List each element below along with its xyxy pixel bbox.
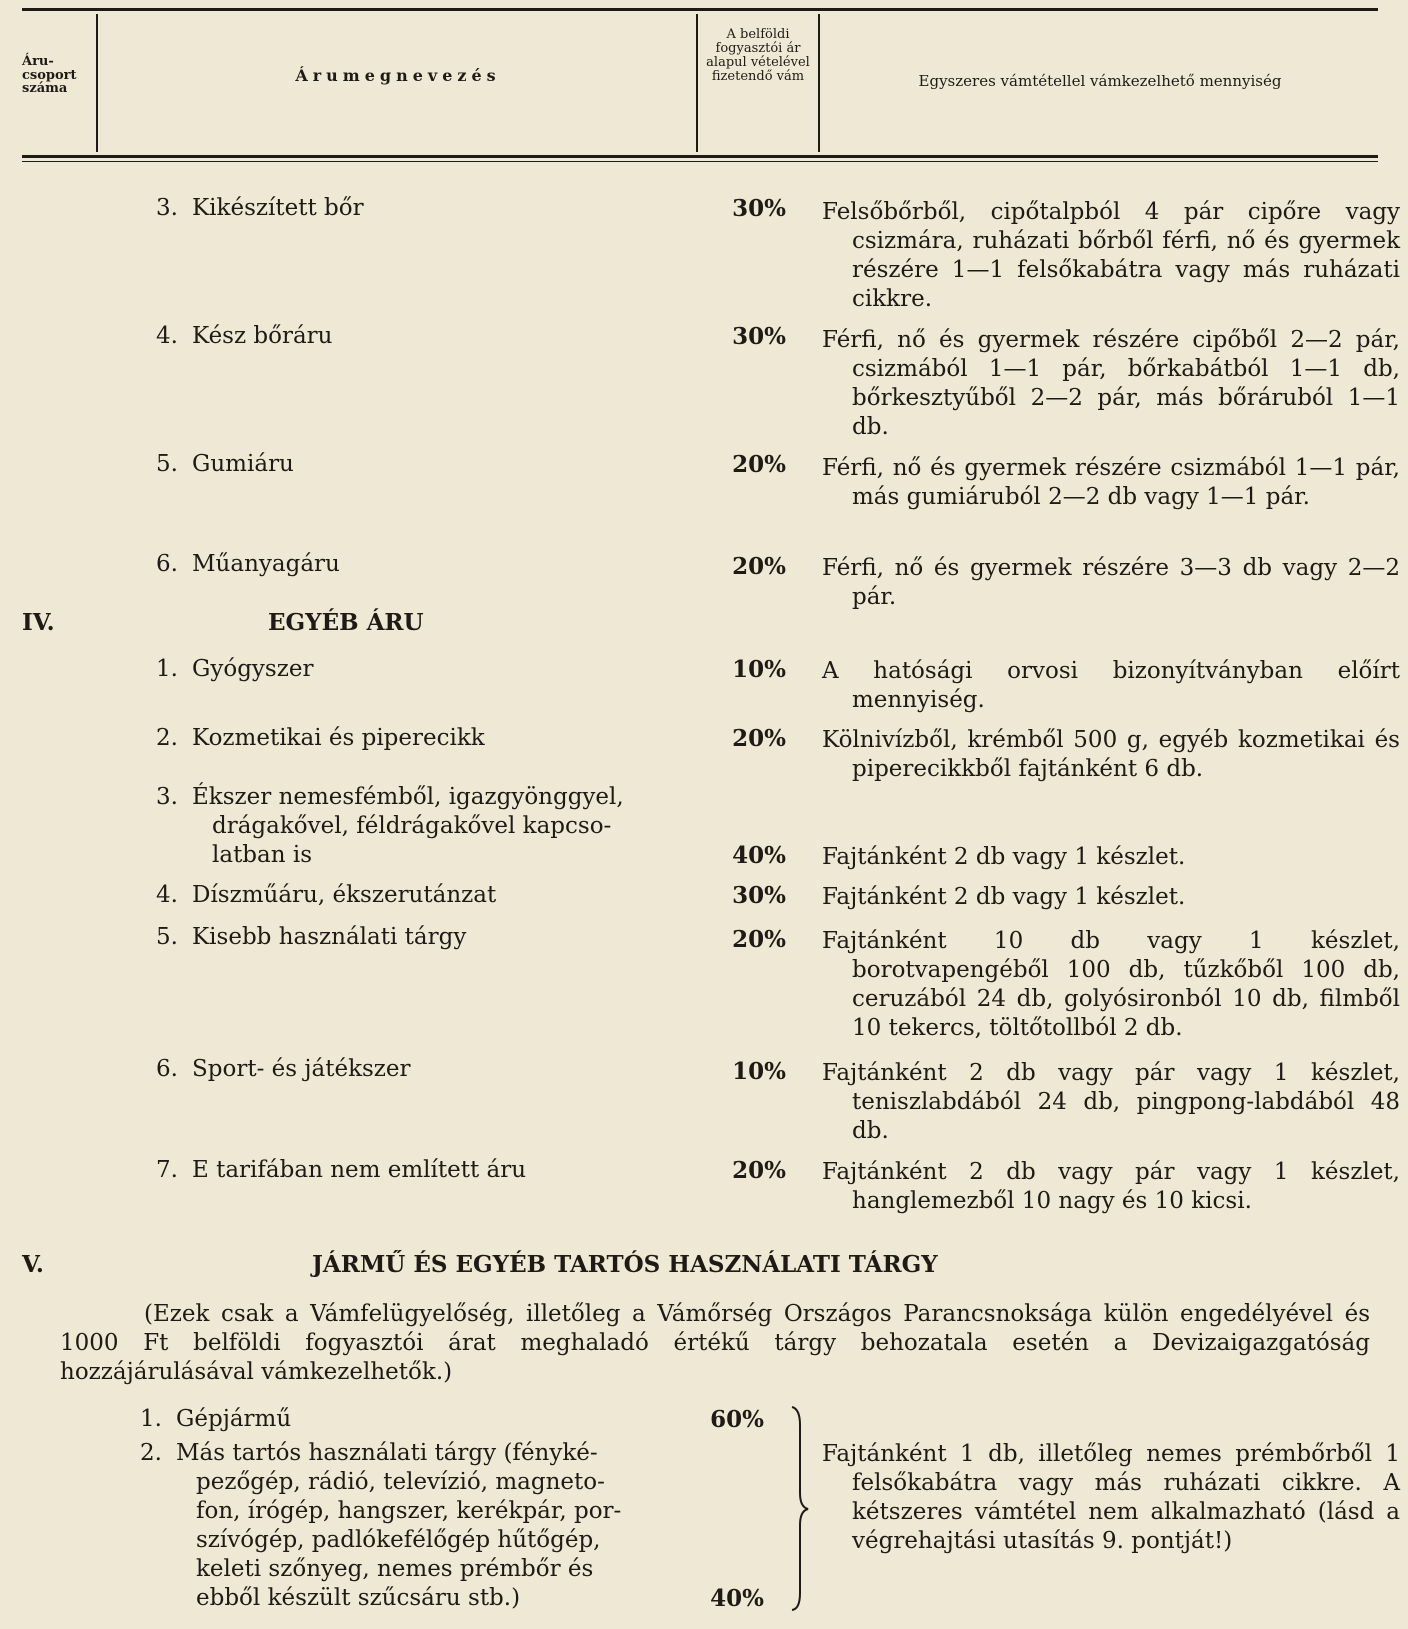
duty-rate: 20% xyxy=(732,553,786,580)
duty-rate: 20% xyxy=(732,1157,786,1184)
row-number: 2. xyxy=(156,725,178,751)
duty-rate: 10% xyxy=(732,656,786,683)
quantity-description: Fajtánként 10 db vagy 1 készlet, borotvapengéből 100 db, tűzkőből 100 db, ceruzából 24 db, golyósironból 10 db, filmből 10 tekercs, töltőtollból 2 db. xyxy=(822,928,1400,1041)
item-name: Kész bőráru xyxy=(192,323,333,349)
duty-rate: 20% xyxy=(732,926,786,953)
quantity-description: Férfi, nő és gyermek részére 3—3 db vagy 2—2 pár. xyxy=(822,555,1400,610)
section-iv-title: EGYÉB ÁRU xyxy=(268,609,424,636)
item-name-line: ebből készült szűcsáru stb.) xyxy=(196,1585,521,1611)
row-number: 3. xyxy=(156,784,178,810)
quantity-description: Fajtánként 2 db vagy 1 készlet. xyxy=(822,844,1186,870)
duty-rate: 60% xyxy=(710,1406,764,1433)
row-number: 2. xyxy=(140,1440,162,1466)
item-name-line: latban is xyxy=(212,842,313,868)
item-name-line: pezőgép, rádió, televízió, magneto- xyxy=(196,1469,605,1495)
row-number: 4. xyxy=(156,882,178,908)
row-number: 1. xyxy=(156,656,178,682)
header-group-number: Áru-csoport száma xyxy=(22,54,77,97)
duty-rate: 30% xyxy=(732,882,786,909)
section-v-shared-description: Fajtánként 1 db, illetőleg nemes prémbőrből 1 felsőkabátra vagy más ruházati cikkre. A kétszeres vámtétel nem alkalmazható (lásd a végrehajtási utasítás 9. pontját!) xyxy=(822,1441,1400,1554)
quantity-description: Fajtánként 2 db vagy 1 készlet. xyxy=(822,884,1186,910)
duty-rate: 40% xyxy=(710,1585,764,1612)
duty-rate: 20% xyxy=(732,725,786,752)
item-name-line: szívógép, padlókefélőgép hűtőgép, xyxy=(196,1527,601,1553)
item-name-line: Más tartós használati tárgy (fényké- xyxy=(176,1440,598,1466)
item-name: Gépjármű xyxy=(176,1406,292,1432)
item-name: Gumiáru xyxy=(192,451,294,477)
item-name-line: drágakővel, féldrágakővel kapcso- xyxy=(212,813,612,839)
item-name-line: keleti szőnyeg, nemes prémbőr és xyxy=(196,1556,594,1582)
section-v-title: JÁRMŰ ÉS EGYÉB TARTÓS HASZNÁLATI TÁRGY xyxy=(312,1251,938,1278)
header-top-rule xyxy=(22,8,1378,11)
header-item-name: Árumegnevezés xyxy=(295,66,501,85)
item-name-line: fon, írógép, hangszer, kerékpár, por- xyxy=(196,1498,622,1524)
quantity-description: Felsőbőrből, cipőtalpból 4 pár cipőre vagy csizmára, ruházati bőrből férfi, nő és gyermek részére 1—1 felsőkabátra vagy más ruházati cikkre. xyxy=(822,199,1400,312)
quantity-description: Fajtánként 2 db vagy pár vagy 1 készlet, hanglemezből 10 nagy és 10 kicsi. xyxy=(822,1159,1400,1214)
row-number: 5. xyxy=(156,451,178,477)
right-brace-icon xyxy=(790,1405,810,1612)
row-number: 3. xyxy=(156,195,178,221)
quantity-description: Férfi, nő és gyermek részére csizmából 1—1 pár, más gumiáruból 2—2 db vagy 1—1 pár. xyxy=(822,455,1400,510)
header-bottom-rule xyxy=(22,155,1378,158)
item-name-line: Ékszer nemesfémből, igazgyönggyel, xyxy=(192,784,624,810)
section-v-roman: V. xyxy=(22,1251,44,1278)
header-bottom-rule-thin xyxy=(22,161,1378,162)
duty-rate: 20% xyxy=(732,451,786,478)
item-name: Díszműáru, ékszerutánzat xyxy=(192,882,497,908)
row-number: 1. xyxy=(140,1406,162,1432)
quantity-description: Férfi, nő és gyermek részére cipőből 2—2 pár, csizmából 1—1 pár, bőrkabátból 1—1 db, bőrkesztyűből 2—2 pár, más bőráruból 1—1 db. xyxy=(822,327,1400,440)
item-name: Kozmetikai és piperecikk xyxy=(192,725,485,751)
quantity-description: A hatósági orvosi bizonyítványban előírt mennyiség. xyxy=(822,658,1400,713)
duty-rate: 10% xyxy=(732,1058,786,1085)
row-number: 7. xyxy=(156,1157,178,1183)
item-name: E tarifában nem említett áru xyxy=(192,1157,527,1183)
row-number: 5. xyxy=(156,924,178,950)
duty-rate: 30% xyxy=(732,195,786,222)
quantity-description: Kölnivízből, krémből 500 g, egyéb kozmetikai és piperecikkből fajtánként 6 db. xyxy=(822,727,1400,782)
duty-rate: 40% xyxy=(732,842,786,869)
row-number: 4. xyxy=(156,323,178,349)
section-iv-roman: IV. xyxy=(22,609,55,636)
section-v-note: (Ezek csak a Vámfelügyelőség, illetőleg a Vámőrség Országos Parancsnoksága külön engedélyével és 1000 Ft belföldi fogyasztói árat meghaladó értékű tárgy behozatala esetén a Devizaigazgatóság hozzájárulásával vámkezelhetők.) xyxy=(60,1301,1370,1385)
quantity-description: Fajtánként 2 db vagy pár vagy 1 készlet, teniszlabdából 24 db, pingpong-labdából 48 db. xyxy=(822,1060,1400,1144)
header-duty-rate: A belföldi fogyasztói ár alapul vételével fizetendő vám xyxy=(706,27,810,85)
item-name: Gyógyszer xyxy=(192,656,314,682)
item-name: Kikészített bőr xyxy=(192,195,364,221)
item-name: Műanyagáru xyxy=(192,551,340,577)
row-number: 6. xyxy=(156,1056,178,1082)
duty-rate: 30% xyxy=(732,323,786,350)
header-quantity: Egyszeres vámtétellel vámkezelhető mennyiség xyxy=(918,72,1282,90)
item-name: Sport- és játékszer xyxy=(192,1056,411,1082)
row-number: 6. xyxy=(156,551,178,577)
item-name: Kisebb használati tárgy xyxy=(192,924,467,950)
